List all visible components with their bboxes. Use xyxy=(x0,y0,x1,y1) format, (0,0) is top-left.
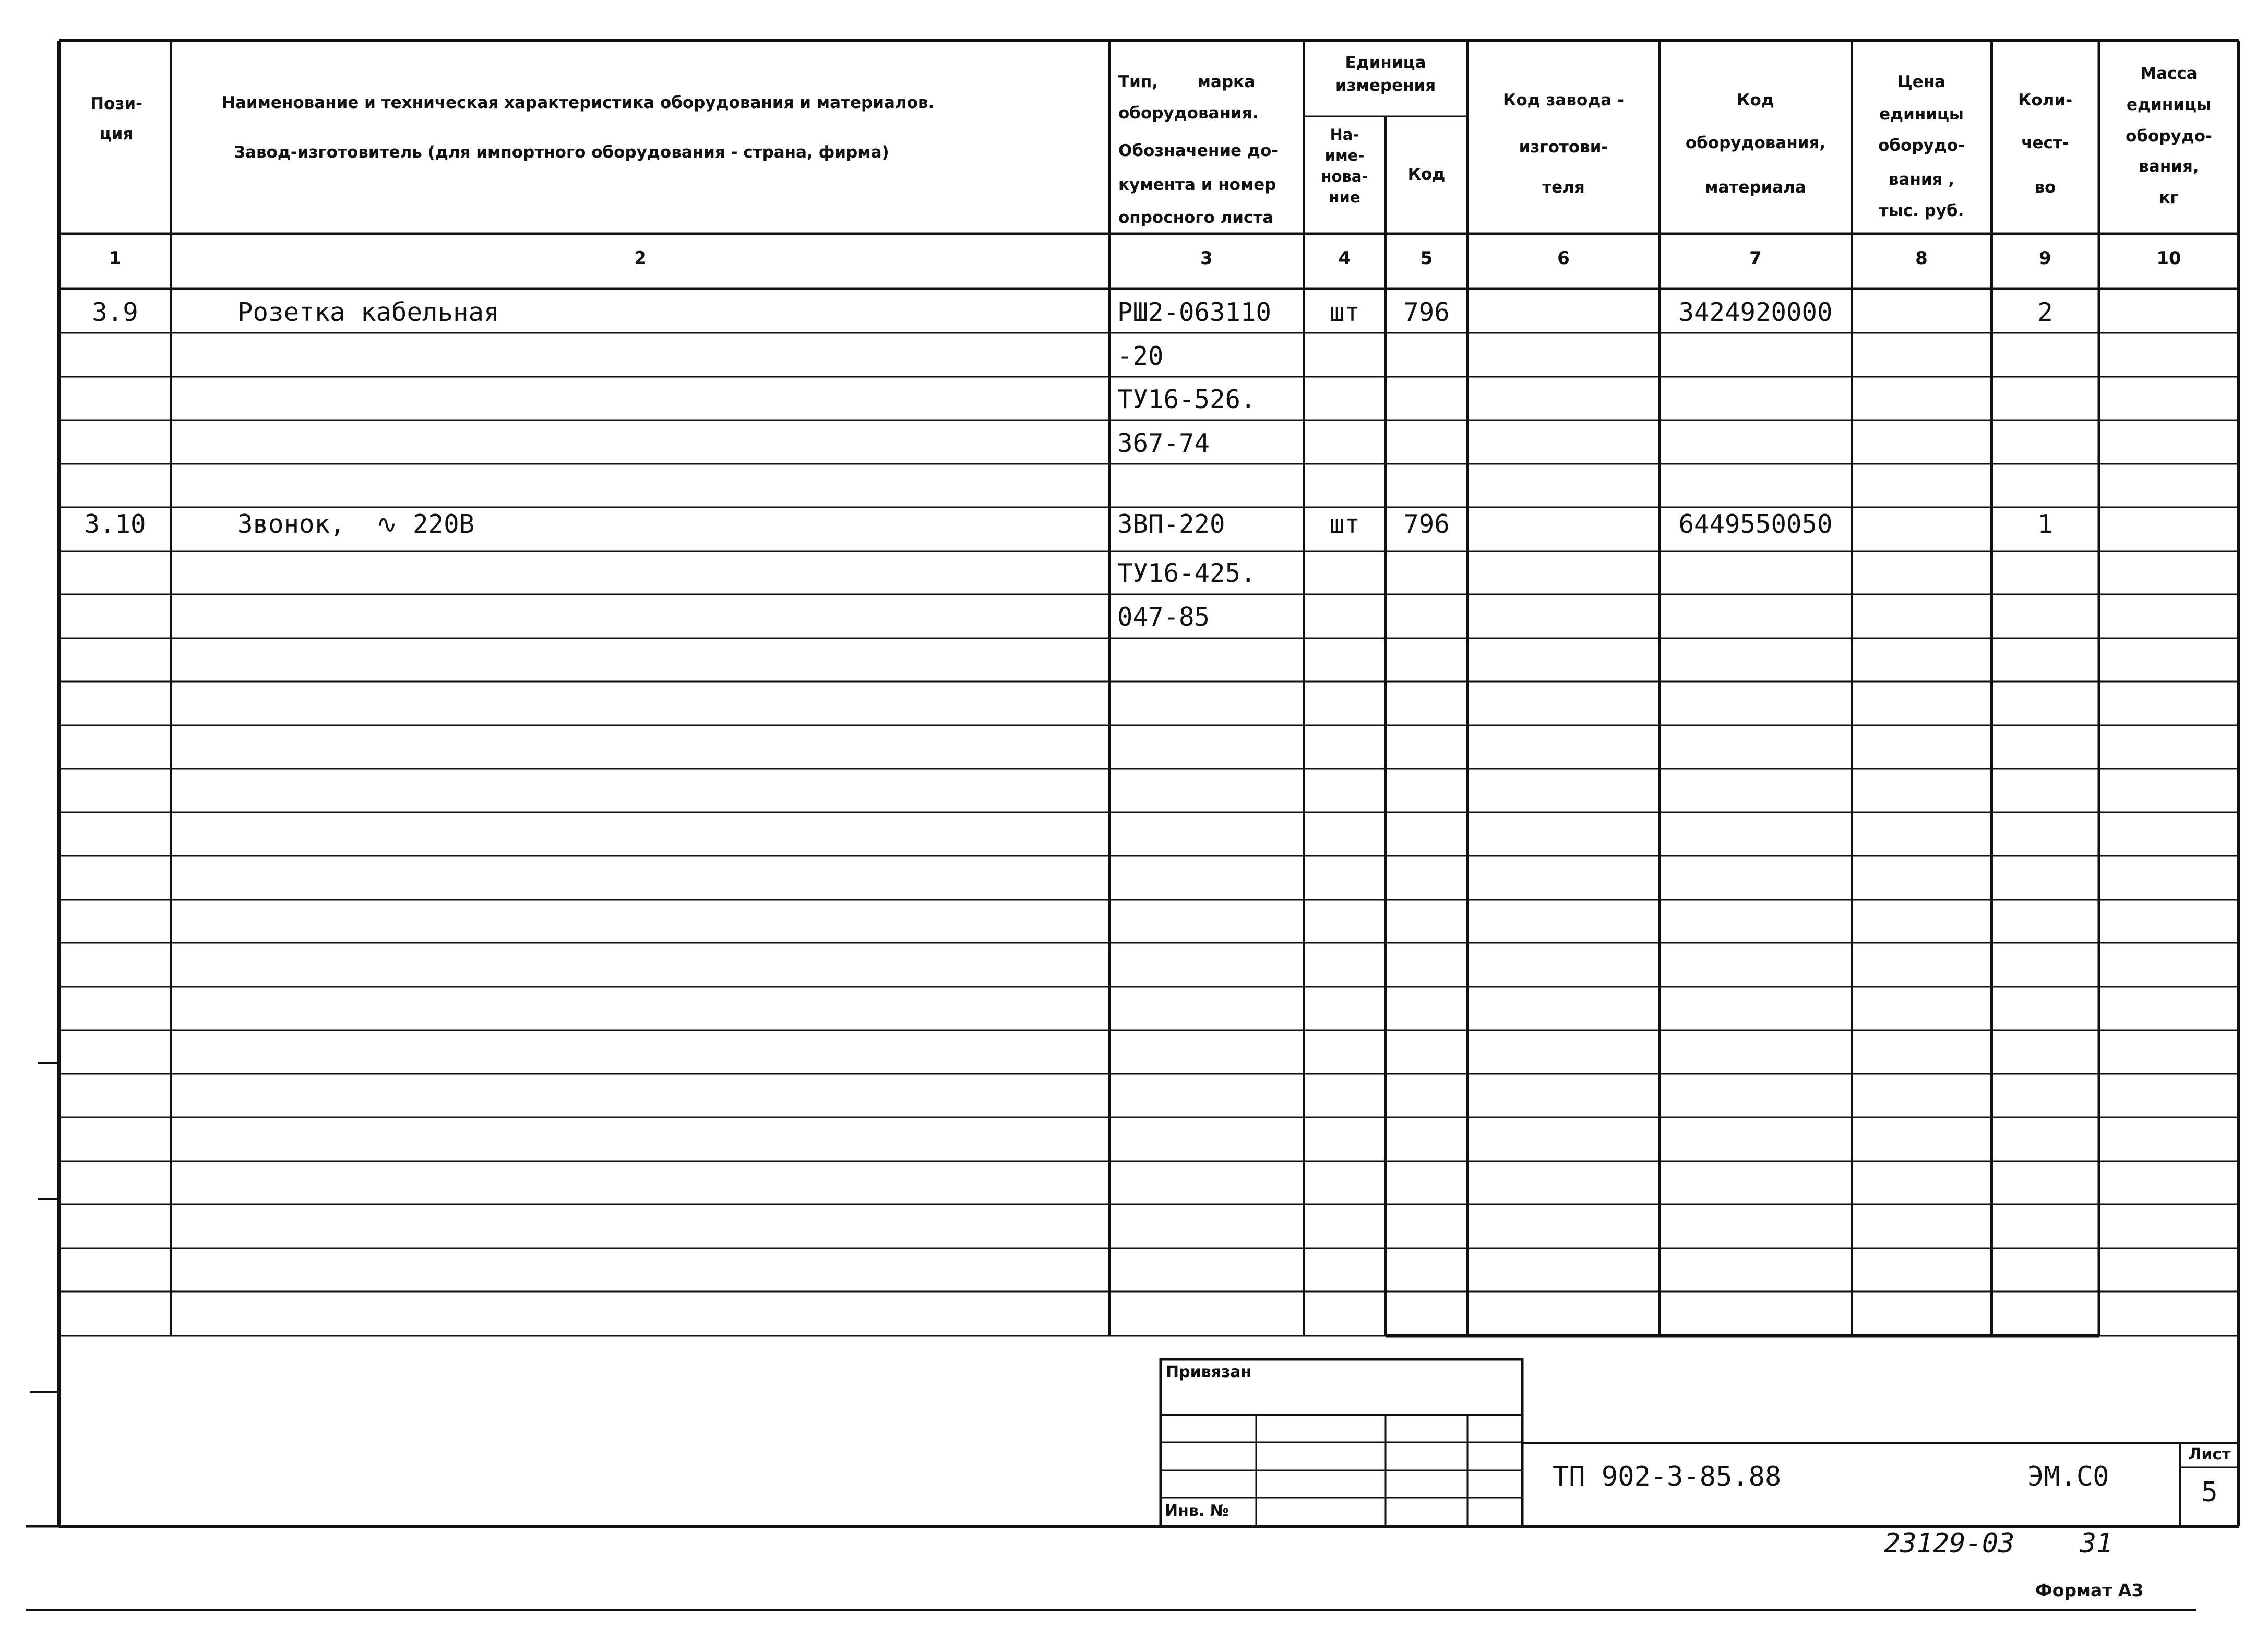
col-number: 9 xyxy=(2039,248,2051,269)
header-qty-1: Коли- xyxy=(2018,91,2072,110)
header-price-1: Цена xyxy=(1897,73,1946,91)
col-number: 6 xyxy=(1557,248,1570,269)
header-unit-code: Код xyxy=(1407,165,1446,184)
col-number: 3 xyxy=(1200,248,1213,269)
cell-position: 3.9 xyxy=(92,297,138,327)
header-price-5: тыс. руб. xyxy=(1879,201,1964,220)
header-type-4: кумента и номер xyxy=(1118,175,1276,194)
cell-name: Розетка кабельная xyxy=(237,297,499,327)
header-name-line1: Наименование и техническая характеристика оборудования и материалов. xyxy=(222,93,935,112)
col-number: 5 xyxy=(1420,248,1433,269)
document-mark: ЭМ.С0 xyxy=(2027,1461,2109,1492)
header-mass-5: кг xyxy=(2159,188,2179,207)
cell-unit-code: 796 xyxy=(1403,509,1450,539)
cell-unit: шт xyxy=(1329,297,1360,327)
stamp-attached-label: Привязан xyxy=(1166,1363,1252,1381)
cell-type: 367-74 xyxy=(1117,428,1210,458)
cell-equip-code: 6449550050 xyxy=(1678,509,1833,539)
header-type-5: опросного листа xyxy=(1118,208,1274,227)
cell-unit-code: 796 xyxy=(1403,297,1450,327)
header-equip-code-2: оборудования, xyxy=(1685,134,1826,152)
cell-name: Звонок, ∿ 220В xyxy=(237,509,475,539)
header-type-2: оборудования. xyxy=(1118,104,1259,123)
cell-type: ЗВП-220 xyxy=(1117,509,1225,539)
header-type-1: Тип, марка xyxy=(1118,73,1256,91)
header-factory-2: изготови- xyxy=(1519,138,1608,157)
sheet-label: Лист xyxy=(2188,1445,2231,1464)
col-number: 10 xyxy=(2156,248,2181,269)
header-price-4: вания , xyxy=(1888,170,1955,189)
header-unit-group: Единица измерения xyxy=(1335,53,1436,95)
col-number: 8 xyxy=(1915,248,1928,269)
document-code: ТП 902-3-85.88 xyxy=(1553,1461,1782,1492)
format-label: Формат А3 xyxy=(2035,1580,2144,1600)
cell-type: ТУ16-526. xyxy=(1117,385,1256,414)
header-mass-4: вания, xyxy=(2139,157,2199,176)
cell-type: РШ2-063110 xyxy=(1117,297,1272,327)
stamp-inv-label: Инв. № xyxy=(1165,1502,1229,1520)
col-number: 7 xyxy=(1749,248,1762,269)
header-position: Пози- ция xyxy=(90,94,142,143)
col-number: 2 xyxy=(634,248,647,269)
header-equip-code-3: материала xyxy=(1705,178,1806,197)
header-price-2: единицы xyxy=(1879,105,1964,124)
header-unit-name: На- име- нова- ние xyxy=(1321,126,1368,206)
cell-qty: 1 xyxy=(2037,509,2053,539)
col-number: 1 xyxy=(109,248,122,269)
header-mass-2: единицы xyxy=(2127,95,2211,114)
header-qty-2: чест- xyxy=(2021,134,2069,152)
cell-type: 047-85 xyxy=(1117,602,1210,632)
header-factory-3: теля xyxy=(1542,178,1585,197)
handwritten-number: 23129-03 31 xyxy=(1884,1528,2113,1559)
cell-equip-code: 3424920000 xyxy=(1678,297,1833,327)
header-type-3: Обозначение до- xyxy=(1118,141,1279,160)
cell-type: ТУ16-425. xyxy=(1117,558,1256,588)
cell-type: -20 xyxy=(1117,341,1164,371)
header-mass-3: оборудо- xyxy=(2126,127,2212,146)
header-factory-1: Код завода - xyxy=(1503,91,1624,110)
col-number: 4 xyxy=(1338,248,1351,269)
header-price-3: оборудо- xyxy=(1878,136,1965,155)
cell-unit: шт xyxy=(1329,509,1360,539)
header-name-line2: Завод-изготовитель (для импортного оборудования - страна, фирма) xyxy=(234,143,889,162)
cell-position: 3.10 xyxy=(84,509,146,539)
header-equip-code-1: Код xyxy=(1737,91,1774,110)
cell-qty: 2 xyxy=(2037,297,2053,327)
sheet-number: 5 xyxy=(2201,1477,2218,1508)
header-mass-1: Масса xyxy=(2140,64,2198,83)
header-qty-3: во xyxy=(2034,178,2056,197)
